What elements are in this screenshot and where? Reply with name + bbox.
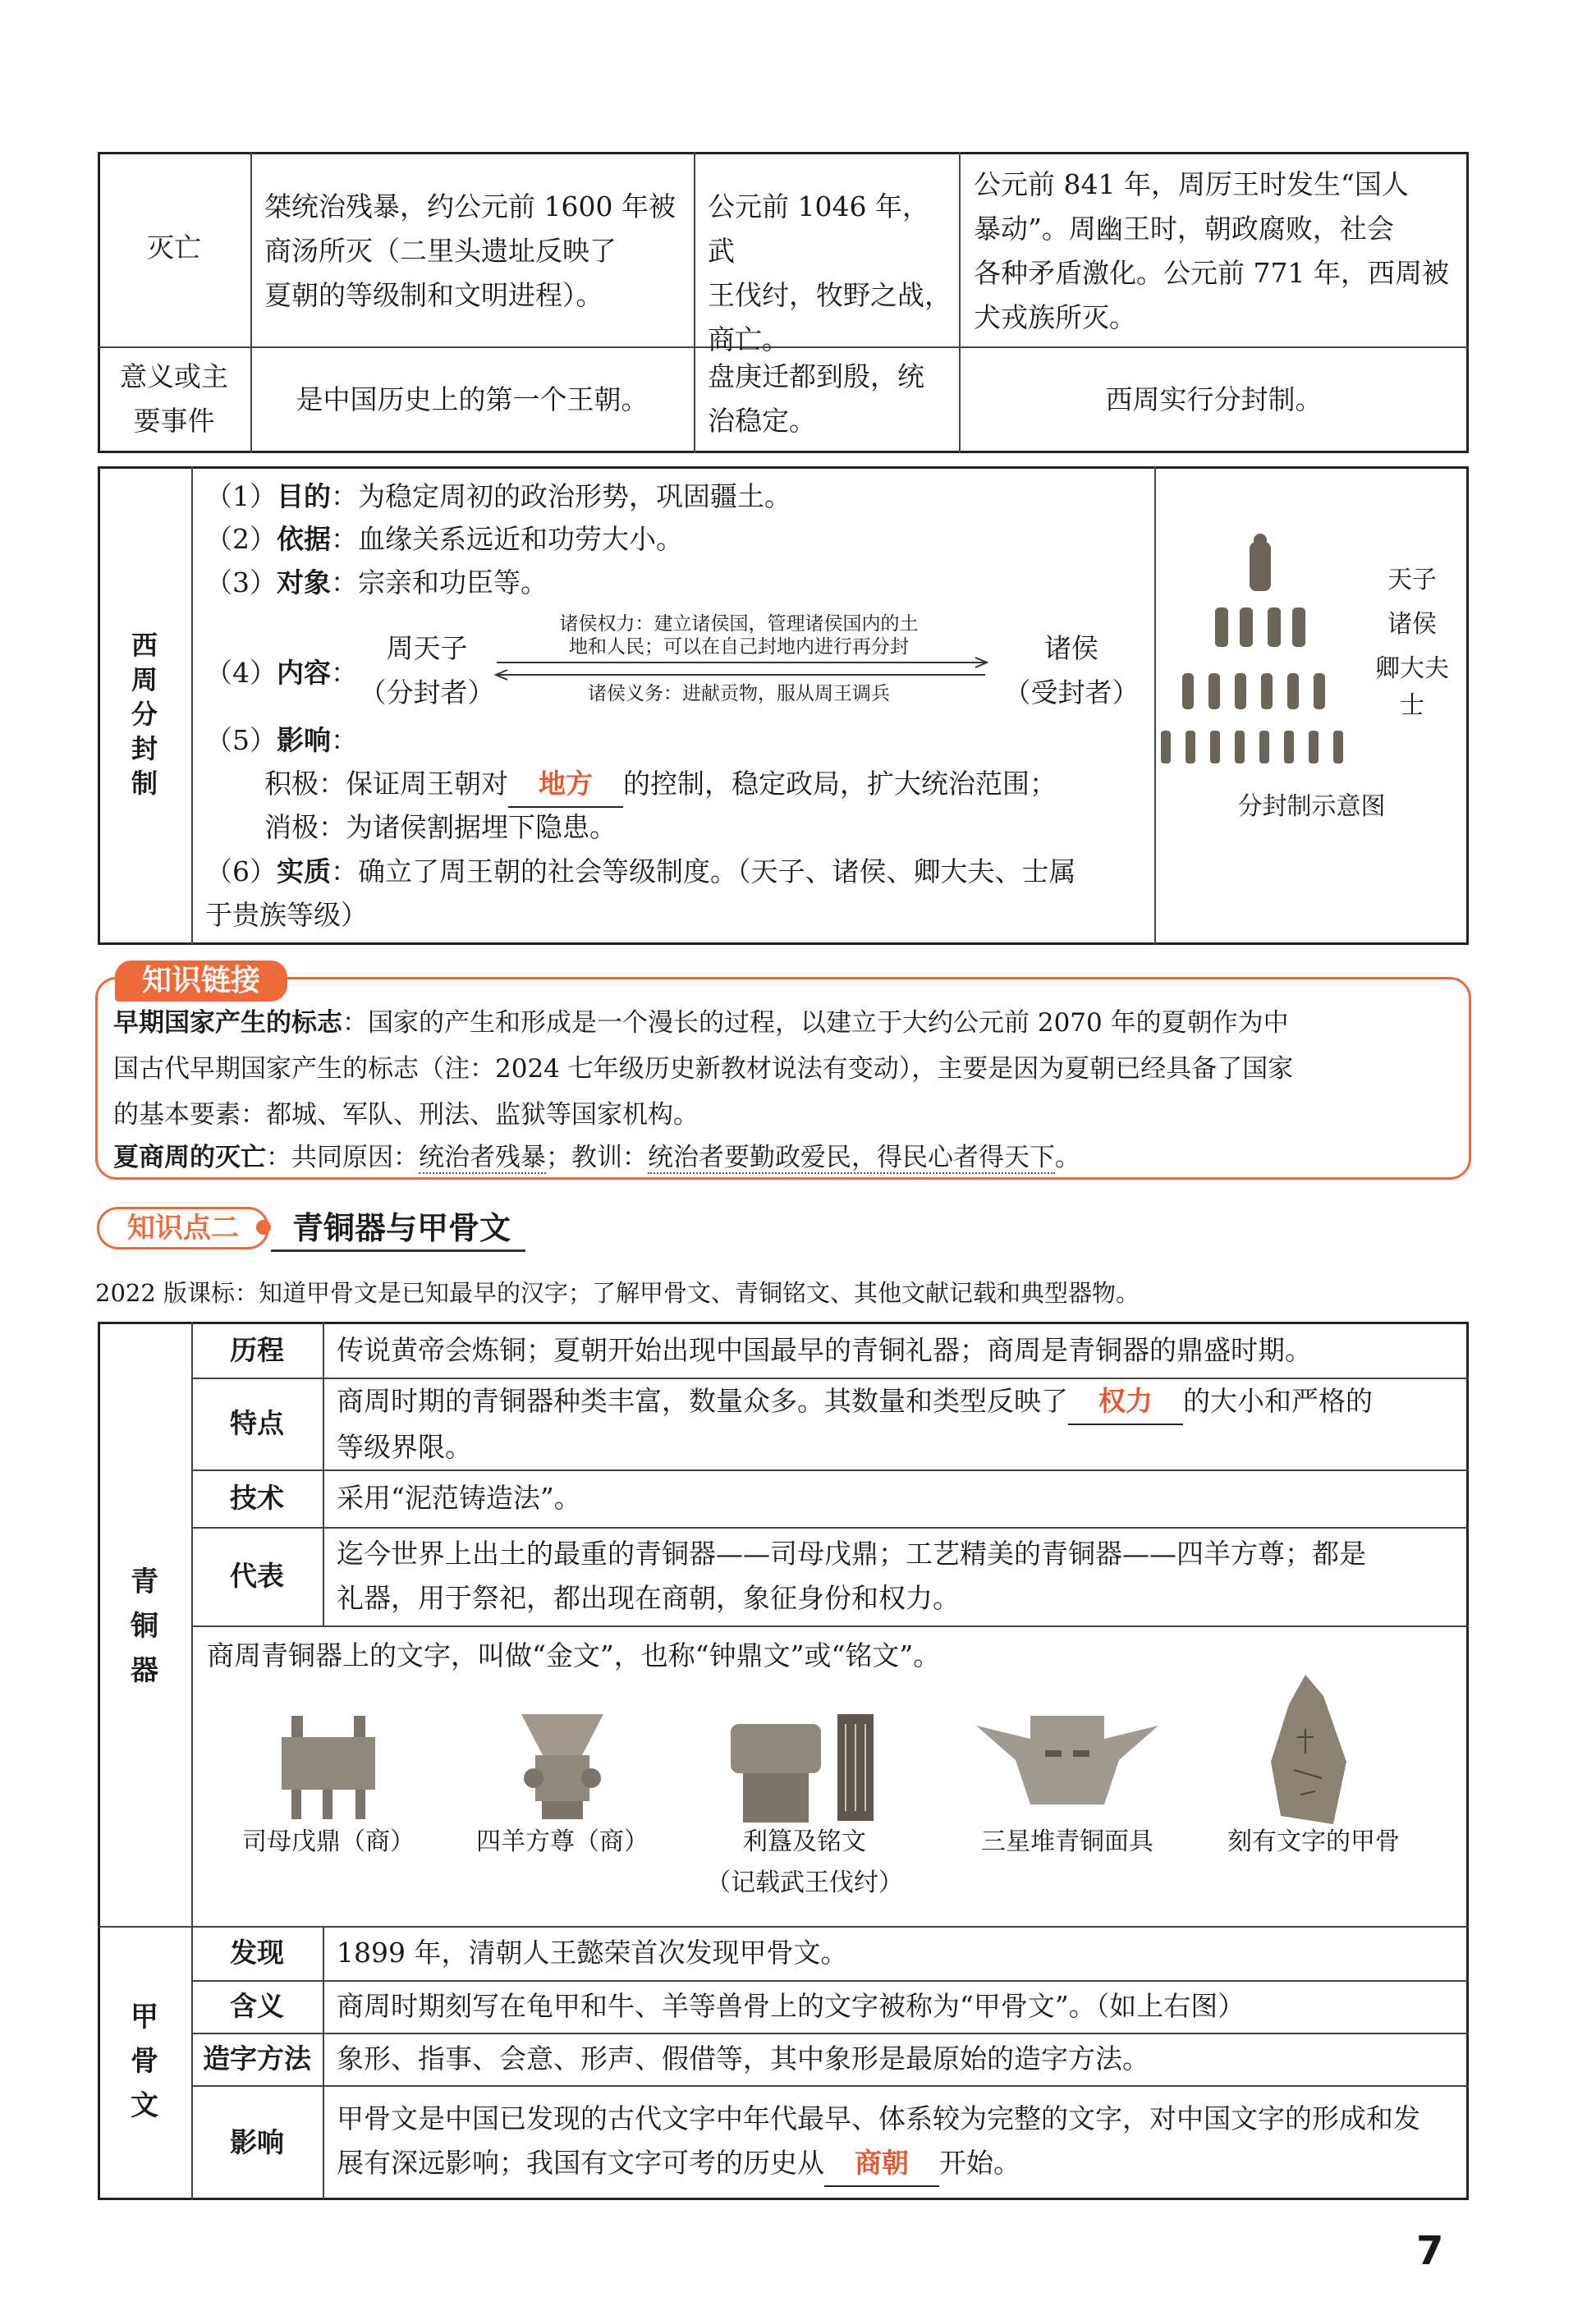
xia-meaning-text: 是中国历史上的第一个王朝。: [296, 383, 649, 415]
bronze-feature-label: 特点: [230, 1407, 284, 1439]
caption-ligui-sub: （记载武王伐纣）: [706, 1868, 903, 1897]
caption-oracle-bone: 刻有文字的甲骨: [1227, 1827, 1400, 1856]
knowledge-link-tag: 知识链接: [115, 961, 287, 1002]
blank-shangchao: 商朝: [824, 2141, 939, 2187]
fengjian-negative: 消极：为诸侯割据埋下隐患。: [264, 811, 617, 843]
blank-quanli: 权力: [1068, 1379, 1183, 1425]
siyang-fangzun-image: [509, 1708, 616, 1823]
fengjian-effect: （5）影响：: [205, 724, 358, 756]
curriculum-standard: 2022 版课标：知道甲骨文是已知最早的汉字；了解甲骨文、青铜铭文、其他文献记载和典型器物。: [95, 1279, 1140, 1307]
left-party: 周天子 （分封者）: [359, 632, 495, 708]
caption-siyang: 四羊方尊（商）: [476, 1827, 649, 1856]
knowledge-link-p1: 早期国家产生的标志：国家的产生和形成是一个漫长的过程，以建立于大约公元前 2070 年的夏朝作为中 国古代早期国家产生的标志（注：2024 七年级历史新教材说法有变动），主要是因为夏朝已经具备了国家 的基本要素：都城、军队、刑法、监狱等国家机构。: [113, 1008, 1294, 1130]
section2-title: 青铜器与甲骨文: [292, 1210, 511, 1246]
fengjian-positive: 积极：保证周王朝对 地方 的控制，稳定政局，扩大统治范围；: [264, 762, 1057, 808]
bronze-side-label: 青 铜 器: [131, 1566, 158, 1687]
fengjian-basis: （2）依据：血缘关系远近和功劳大小。: [205, 523, 683, 555]
oracle-discovery-label: 发现: [230, 1937, 284, 1969]
pyramid-caption: 分封制示意图: [1237, 792, 1386, 821]
bronze-tech: 采用“泥范铸造法”。: [337, 1482, 581, 1514]
fengjian-pyramid-figure: [1158, 534, 1363, 772]
ligui-image: [722, 1708, 878, 1831]
shang-meaning-text: 盘庚迁都到殷，统 治稳定。: [708, 360, 924, 437]
section2-underline: [271, 1249, 525, 1252]
oracle-meaning: 商周时期刻写在龟甲和牛、羊等兽骨上的文字被称为“甲骨文”。（如上右图）: [337, 1990, 1245, 2022]
section2-dot: [256, 1220, 271, 1235]
bronze-rep: 迄今世界上出土的最重的青铜器——司母戊鼎；工艺精美的青铜器——四羊方尊；都是 礼器，用于祭祀，都出现在商朝，象征身份和权力。: [337, 1538, 1366, 1614]
knowledge-link-p2: 夏商周的灭亡：共同原因：统治者残暴；教训：统治者要勤政爱民，得民心者得天下。: [113, 1143, 1080, 1172]
sanxingdui-mask-image: [973, 1708, 1162, 1814]
fengjian-essence-cont: 于贵族等级）: [205, 899, 368, 931]
simuwu-ding-image: [275, 1708, 382, 1823]
oracle-impact-label: 影响: [230, 2126, 284, 2158]
section2-tag: 知识点二: [97, 1207, 269, 1249]
fengjian-side-label: 西 周 分 封 制: [131, 630, 158, 799]
fengjian-essence: （6）实质：确立了周王朝的社会等级制度。（天子、诸侯、卿大夫、士属: [205, 855, 1076, 887]
zhou-meaning-text: 西周实行分封制。: [1105, 383, 1323, 415]
oracle-meaning-label: 含义: [230, 1990, 284, 2022]
oracle-side-label: 甲 骨 文: [131, 2001, 158, 2122]
oracle-method-label: 造字方法: [203, 2043, 311, 2075]
row-label-fall: 灭亡: [147, 232, 201, 264]
bronze-inscription: 商周青铜器上的文字，叫做“金文”，也称“钟鼎文”或“铭文”。: [207, 1639, 941, 1671]
bronze-rep-label: 代表: [230, 1560, 284, 1592]
oracle-method: 象形、指事、会意、形声、假借等，其中象形是最原始的造字方法。: [337, 2043, 1149, 2075]
bronze-feature: 商周时期的青铜器种类丰富，数量众多。其数量和类型反映了 权力 的大小和严格的 等级界限。: [337, 1379, 1373, 1469]
row-label-meaning: 意义或主 要事件: [120, 360, 228, 437]
xia-fall-text: 桀统治残暴，约公元前 1600 年被 商汤所灭（二里头遗址反映了 夏朝的等级制和文明进程）。: [264, 190, 676, 311]
arrow-bottom-text: 诸侯义务：进献贡物，服从周王调兵: [588, 683, 890, 704]
arrow-top-text: 诸侯权力：建立诸侯国，管理诸侯国内的土 地和人民；可以在自己封地内进行再分封: [559, 613, 919, 658]
right-party: 诸侯 （受封者）: [1003, 632, 1140, 708]
fengjian-goal: （1）目的：为稳定周初的政治形势，巩固疆土。: [205, 480, 791, 512]
bronze-tech-label: 技术: [230, 1482, 284, 1514]
oracle-impact: 甲骨文是中国已发现的古代文字中年代最早、体系较为完整的文字，对中国文字的形成和发 展有深远影响；我国有文字可考的历史从 商朝 开始。: [337, 2097, 1420, 2187]
bronze-history: 传说黄帝会炼铜；夏朝开始出现中国最早的青铜礼器；商周是青铜器的鼎盛时期。: [337, 1334, 1312, 1366]
pyramid-level-labels: 天子 诸侯 卿大夫 士: [1375, 566, 1449, 720]
caption-simuwu: 司母戊鼎（商）: [242, 1827, 415, 1856]
page-number: 7: [1416, 2228, 1444, 2274]
double-arrow: [493, 657, 993, 681]
shang-fall-text: 公元前 1046 年，武 王伐纣，牧野之战， 商亡。: [708, 190, 952, 355]
blank-difang: 地方: [508, 762, 623, 808]
bronze-history-label: 历程: [230, 1334, 284, 1366]
caption-ligui: 利簋及铭文: [743, 1827, 866, 1856]
oracle-bone-image: [1264, 1671, 1355, 1827]
caption-sanxingdui: 三星堆青铜面具: [981, 1827, 1153, 1856]
zhou-fall-text: 公元前 841 年，周厉王时发生“国人 暴动”。周幽王时，朝政腐败，社会 各种矛盾激化。公元前 771 年，西周被 犬戎族所灭。: [974, 168, 1449, 333]
fengjian-target: （3）对象：宗亲和功臣等。: [205, 566, 548, 598]
fengjian-content: （4）内容：: [205, 657, 358, 689]
oracle-discovery: 1899 年，清朝人王懿荣首次发现甲骨文。: [337, 1937, 848, 1969]
